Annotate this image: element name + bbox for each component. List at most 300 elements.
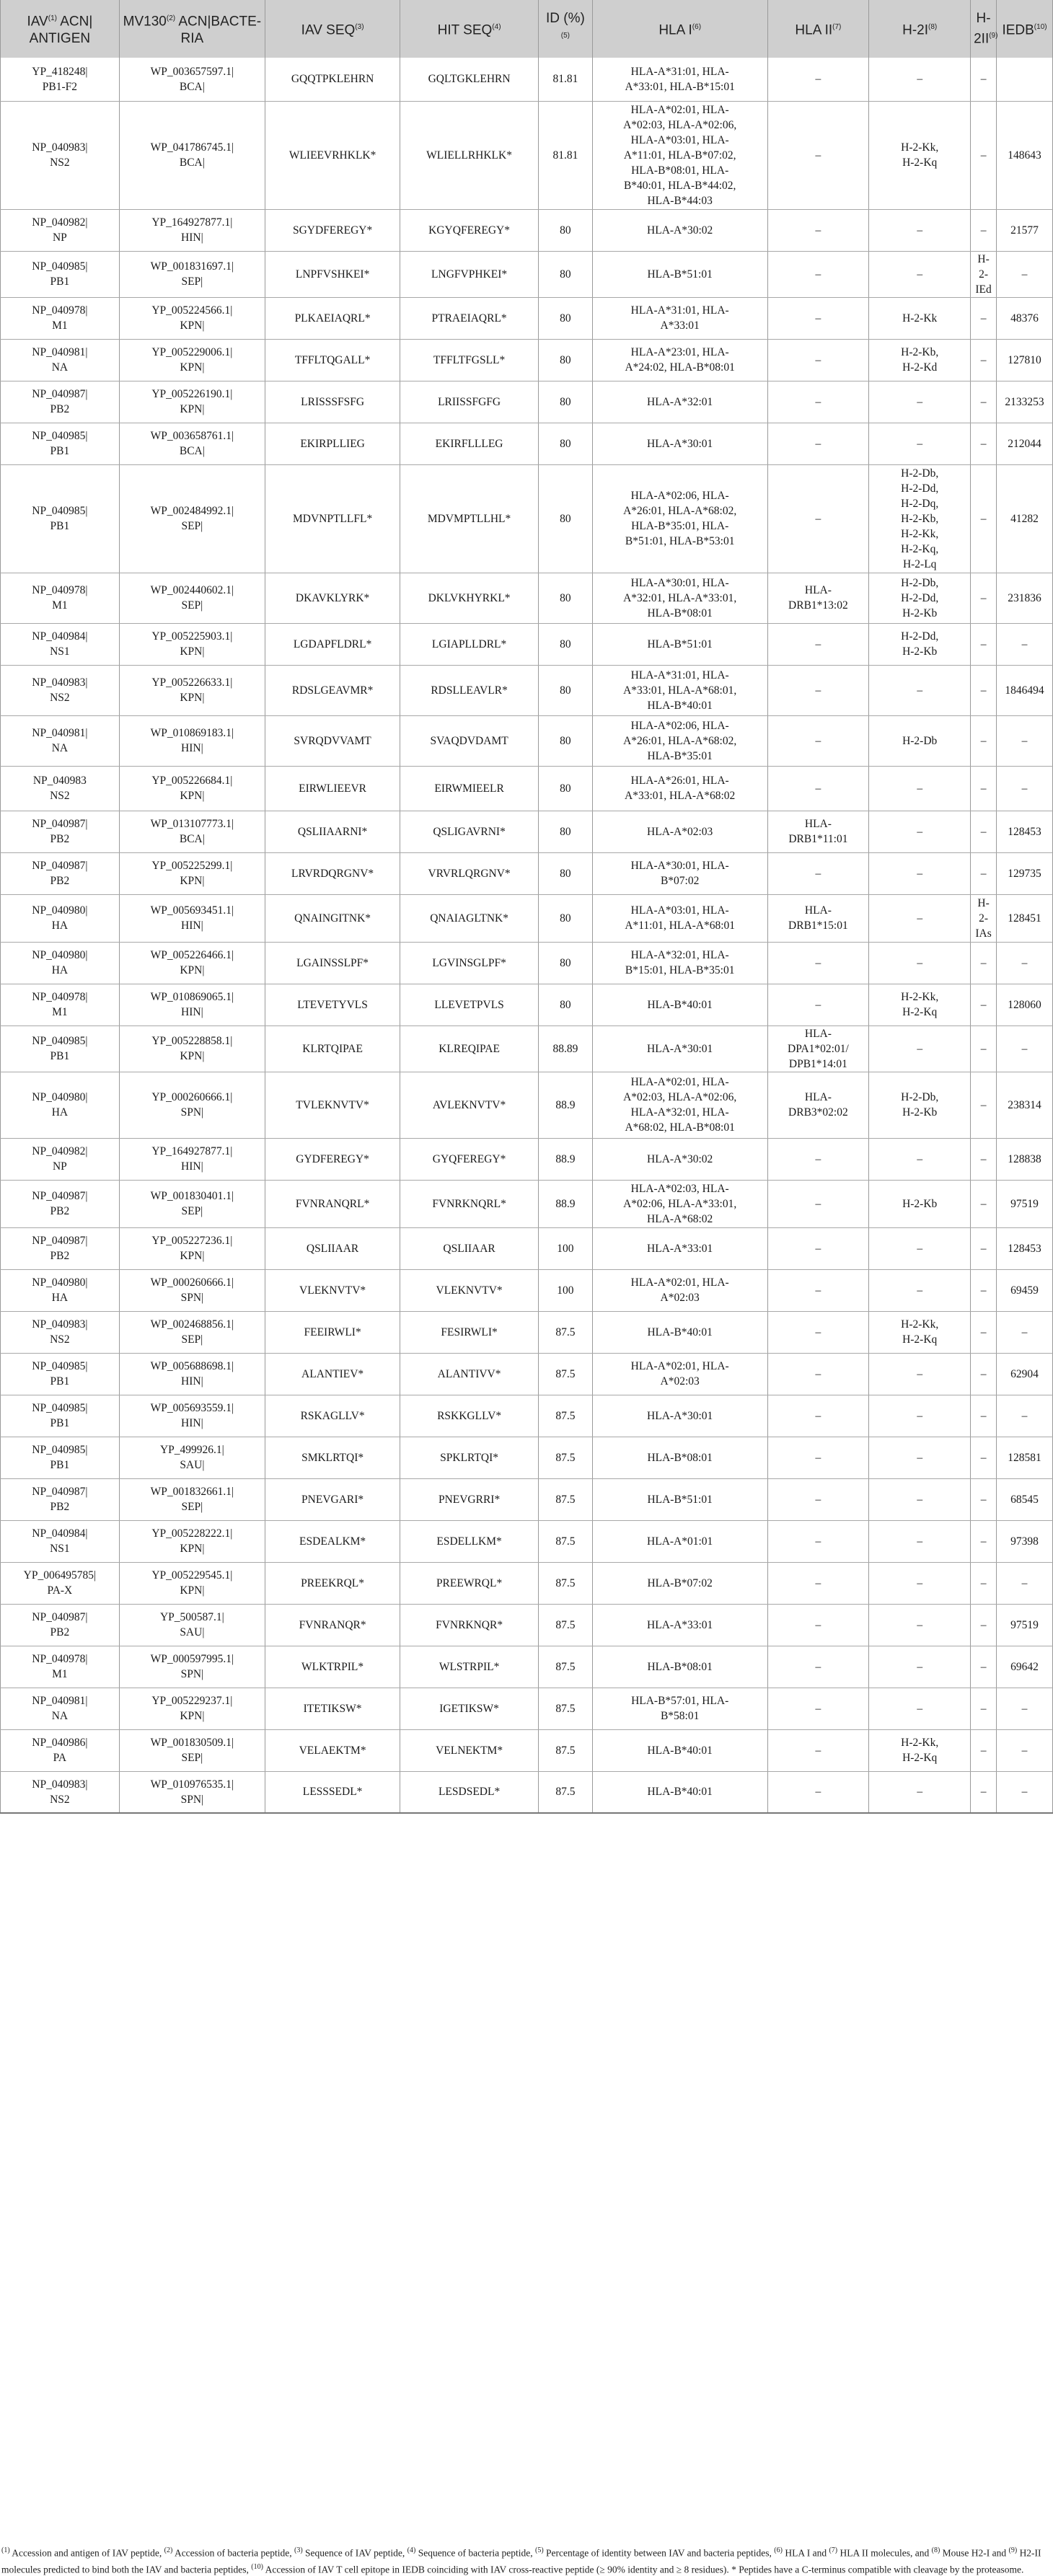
h-2i-cell: H-2-Kk <box>869 297 971 339</box>
footnote-text: Accession of bacteria peptide, <box>172 2547 294 2559</box>
iedb-cell: 41282 <box>997 464 1053 573</box>
iedb-cell: 212044 <box>997 423 1053 464</box>
bacteria-accession-cell: WP_013107773.1| BCA| <box>119 811 265 852</box>
h-2i-cell: – <box>869 1771 971 1813</box>
iav-sequence-cell: PNEVGARI* <box>265 1478 400 1520</box>
identity-cell: 80 <box>538 623 592 665</box>
iav-sequence-cell: RSKAGLLV* <box>265 1395 400 1437</box>
iav-accession-cell: NP_040980| HA <box>1 942 120 984</box>
bacteria-accession-cell: WP_003657597.1| BCA| <box>119 58 265 101</box>
bacteria-accession-cell: WP_002440602.1| SEP| <box>119 573 265 623</box>
h-2i-cell: H-2-Kk, H-2-Kq <box>869 101 971 209</box>
hla-ii-cell: – <box>767 942 869 984</box>
h-2i-cell: H-2-Db, H-2-Kb <box>869 1072 971 1138</box>
hit-sequence-cell: PTRAEIAQRL* <box>400 297 539 339</box>
identity-cell: 80 <box>538 297 592 339</box>
hit-sequence-cell: LGIAPLLDRL* <box>400 623 539 665</box>
iav-accession-cell: NP_040987| PB2 <box>1 811 120 852</box>
hit-sequence-cell: SPKLRTQI* <box>400 1437 539 1478</box>
column-header-text: MV130 <box>123 14 167 30</box>
hla-i-cell: HLA-B*40:01 <box>592 1729 767 1771</box>
bacteria-accession-cell: WP_005688698.1| HIN| <box>119 1353 265 1395</box>
h-2ii-cell: – <box>971 1025 997 1072</box>
footnote-text: H2-II molecules predicted to bind both the IAV and bacteria peptides, <box>1 2547 1041 2575</box>
footnote-ref: (6) <box>774 2546 783 2554</box>
iedb-cell: 21577 <box>997 209 1053 251</box>
column-header-footnote-ref: (4) <box>492 22 501 31</box>
hla-ii-cell: HLA- DPA1*02:01/ DPB1*14:01 <box>767 1025 869 1072</box>
h-2i-cell: H-2-Kk, H-2-Kq <box>869 1729 971 1771</box>
hla-i-cell: HLA-A*31:01, HLA- A*33:01 <box>592 297 767 339</box>
iedb-cell: 128453 <box>997 811 1053 852</box>
identity-cell: 80 <box>538 381 592 423</box>
h-2i-cell: – <box>869 1395 971 1437</box>
iedb-cell: 128060 <box>997 984 1053 1025</box>
identity-cell: 80 <box>538 894 592 942</box>
h-2ii-cell: – <box>971 573 997 623</box>
bacteria-accession-cell: YP_005225299.1| KPN| <box>119 852 265 894</box>
iedb-cell: 62904 <box>997 1353 1053 1395</box>
iav-accession-cell: NP_040987| PB2 <box>1 381 120 423</box>
column-header-text: HIT SEQ <box>437 22 493 38</box>
hit-sequence-cell: SVAQDVDAMT <box>400 715 539 766</box>
footnote-ref: (9) <box>1008 2546 1018 2554</box>
hla-i-cell: HLA-A*32:01, HLA- B*15:01, HLA-B*35:01 <box>592 942 767 984</box>
hla-i-cell: HLA-A*30:01 <box>592 423 767 464</box>
table-row <box>1 251 1053 297</box>
identity-cell: 80 <box>538 984 592 1025</box>
table-row <box>1 573 1053 623</box>
iav-sequence-cell: TVLEKNVTV* <box>265 1072 400 1138</box>
h-2i-cell: – <box>869 1562 971 1604</box>
identity-cell: 87.5 <box>538 1688 592 1729</box>
hit-sequence-cell: RSKKGLLV* <box>400 1395 539 1437</box>
hit-sequence-cell: QSLIIAAR <box>400 1227 539 1269</box>
hla-ii-cell: HLA- DRB1*13:02 <box>767 573 869 623</box>
table-row <box>1 1072 1053 1138</box>
hla-ii-cell: – <box>767 623 869 665</box>
h-2i-cell: – <box>869 1353 971 1395</box>
hla-i-cell: HLA-A*30:02 <box>592 209 767 251</box>
h-2i-cell: H-2-Db, H-2-Dd, H-2-Dq, H-2-Kb, H-2-Kk, H-2-Kq, H-2-Lq <box>869 464 971 573</box>
iedb-cell: 128451 <box>997 894 1053 942</box>
hit-sequence-cell: LLEVETPVLS <box>400 984 539 1025</box>
iedb-cell: – <box>997 1311 1053 1353</box>
bacteria-accession-cell: WP_000597995.1| SPN| <box>119 1646 265 1688</box>
table-row <box>1 1646 1053 1688</box>
iav-sequence-cell: PLKAEIAQRL* <box>265 297 400 339</box>
iav-sequence-cell: ALANTIEV* <box>265 1353 400 1395</box>
footnote-text: Accession and antigen of IAV peptide, <box>9 2547 164 2559</box>
iav-sequence-cell: EIRWLIEEVR <box>265 766 400 811</box>
hit-sequence-cell: TFFLTFGSLL* <box>400 339 539 381</box>
h-2i-cell: – <box>869 1227 971 1269</box>
bacteria-accession-cell: WP_005226466.1| KPN| <box>119 942 265 984</box>
identity-cell: 87.5 <box>538 1646 592 1688</box>
bacteria-accession-cell: WP_001831697.1| SEP| <box>119 251 265 297</box>
iav-sequence-cell: FEEIRWLI* <box>265 1311 400 1353</box>
iav-sequence-cell: GYDFEREGY* <box>265 1138 400 1180</box>
h-2i-cell: – <box>869 251 971 297</box>
bacteria-accession-cell: WP_001832661.1| SEP| <box>119 1478 265 1520</box>
hla-ii-cell: – <box>767 1138 869 1180</box>
column-header-text-rest: ACN|BACTE-RIA <box>175 14 262 47</box>
identity-cell: 100 <box>538 1227 592 1269</box>
h-2i-cell: – <box>869 665 971 715</box>
h-2ii-cell: – <box>971 984 997 1025</box>
bacteria-accession-cell: WP_010869065.1| HIN| <box>119 984 265 1025</box>
iav-accession-cell: NP_040986| PA <box>1 1729 120 1771</box>
hit-sequence-cell: GYQFEREGY* <box>400 1138 539 1180</box>
hla-i-cell: HLA-A*31:01, HLA- A*33:01, HLA-B*15:01 <box>592 58 767 101</box>
iav-accession-cell: NP_040984| NS1 <box>1 1520 120 1562</box>
hla-i-cell: HLA-B*51:01 <box>592 1478 767 1520</box>
iedb-cell: 127810 <box>997 339 1053 381</box>
iedb-cell: 231836 <box>997 573 1053 623</box>
column-header-text: HLA I <box>658 22 692 38</box>
h-2i-cell: – <box>869 1025 971 1072</box>
bacteria-accession-cell: YP_005229237.1| KPN| <box>119 1688 265 1729</box>
h-2ii-cell: – <box>971 1478 997 1520</box>
iedb-cell: 69459 <box>997 1269 1053 1311</box>
table-row <box>1 1729 1053 1771</box>
hla-i-cell: HLA-A*02:01, HLA- A*02:03, HLA-A*02:06, HLA-A*03:01, HLA- A*11:01, HLA-B*07:02, HLA-B*08:01, HLA- B*40:01, HLA-B*44:02, HLA-B*44:03 <box>592 101 767 209</box>
hla-i-cell: HLA-A*30:01 <box>592 1025 767 1072</box>
iav-sequence-cell: GQQTPKLEHRN <box>265 58 400 101</box>
bacteria-accession-cell: YP_164927877.1| HIN| <box>119 209 265 251</box>
h-2i-cell: H-2-Kk, H-2-Kq <box>869 984 971 1025</box>
h-2i-cell: – <box>869 942 971 984</box>
column-header-text: ID (%) <box>545 10 585 26</box>
hla-ii-cell: – <box>767 1729 869 1771</box>
table-row <box>1 1227 1053 1269</box>
h-2ii-cell: – <box>971 852 997 894</box>
identity-cell: 80 <box>538 423 592 464</box>
hit-sequence-cell: PNEVGRRI* <box>400 1478 539 1520</box>
h-2ii-cell: – <box>971 423 997 464</box>
identity-cell: 88.9 <box>538 1180 592 1227</box>
identity-cell: 81.81 <box>538 58 592 101</box>
bacteria-accession-cell: WP_005693451.1| HIN| <box>119 894 265 942</box>
iedb-cell: 97398 <box>997 1520 1053 1562</box>
h-2i-cell: – <box>869 209 971 251</box>
h-2ii-cell: – <box>971 297 997 339</box>
footnote-ref: (3) <box>294 2546 303 2554</box>
h-2i-cell: – <box>869 1269 971 1311</box>
hla-i-cell: HLA-A*02:01, HLA- A*02:03 <box>592 1353 767 1395</box>
table-row <box>1 942 1053 984</box>
identity-cell: 80 <box>538 766 592 811</box>
hla-ii-cell: – <box>767 852 869 894</box>
h-2i-cell: – <box>869 1646 971 1688</box>
iav-accession-cell: NP_040983| NS2 <box>1 1311 120 1353</box>
bacteria-accession-cell: YP_005226684.1| KPN| <box>119 766 265 811</box>
identity-cell: 87.5 <box>538 1604 592 1646</box>
footnote-ref: (7) <box>829 2546 838 2554</box>
footnote-ref: (8) <box>931 2546 940 2554</box>
column-header-footnote-ref: (7) <box>832 22 842 31</box>
iav-sequence-cell: PREEKRQL* <box>265 1562 400 1604</box>
iedb-cell: 148643 <box>997 101 1053 209</box>
bacteria-accession-cell: YP_005224566.1| KPN| <box>119 297 265 339</box>
h-2ii-cell: – <box>971 1520 997 1562</box>
hla-i-cell: HLA-A*03:01, HLA- A*11:01, HLA-A*68:01 <box>592 894 767 942</box>
column-header-h-2i <box>869 0 971 58</box>
hla-i-cell: HLA-A*01:01 <box>592 1520 767 1562</box>
h-2ii-cell: – <box>971 1353 997 1395</box>
identity-cell: 88.89 <box>538 1025 592 1072</box>
iedb-cell: – <box>997 1395 1053 1437</box>
hla-i-cell: HLA-B*40:01 <box>592 1311 767 1353</box>
hla-i-cell: HLA-A*32:01 <box>592 381 767 423</box>
iav-accession-cell: NP_040987| PB2 <box>1 1478 120 1520</box>
hit-sequence-cell: GQLTGKLEHRN <box>400 58 539 101</box>
h-2i-cell: – <box>869 1520 971 1562</box>
h-2i-cell: – <box>869 423 971 464</box>
hit-sequence-cell: KLREQIPAE <box>400 1025 539 1072</box>
h-2i-cell: – <box>869 1688 971 1729</box>
table-row <box>1 297 1053 339</box>
iav-accession-cell: NP_040981| NA <box>1 715 120 766</box>
table-row <box>1 101 1053 209</box>
bacteria-accession-cell: WP_010869183.1| HIN| <box>119 715 265 766</box>
hla-ii-cell: HLA- DRB1*11:01 <box>767 811 869 852</box>
iav-sequence-cell: ITETIKSW* <box>265 1688 400 1729</box>
footnote-text: HLA II molecules, and <box>837 2547 932 2559</box>
header-row <box>1 0 1053 58</box>
column-header-footnote-ref: (1) <box>48 14 57 22</box>
iav-accession-cell: NP_040987| PB2 <box>1 1227 120 1269</box>
identity-cell: 87.5 <box>538 1729 592 1771</box>
hla-ii-cell: – <box>767 1311 869 1353</box>
column-header-footnote-ref: (10) <box>1034 22 1047 31</box>
h-2ii-cell: – <box>971 1646 997 1688</box>
table-row <box>1 464 1053 573</box>
hla-ii-cell: – <box>767 1520 869 1562</box>
hit-sequence-cell: ESDELLKM* <box>400 1520 539 1562</box>
bacteria-accession-cell: YP_005228858.1| KPN| <box>119 1025 265 1072</box>
iav-sequence-cell: LTEVETYVLS <box>265 984 400 1025</box>
h-2i-cell: H-2-Kk, H-2-Kq <box>869 1311 971 1353</box>
column-header-footnote-ref: (2) <box>166 14 176 22</box>
column-header-text: H-2II <box>974 10 991 47</box>
iav-sequence-cell: SMKLRTQI* <box>265 1437 400 1478</box>
iedb-cell <box>997 58 1053 101</box>
column-header-footnote-ref: (6) <box>692 22 702 31</box>
hla-ii-cell: – <box>767 1180 869 1227</box>
h-2i-cell: H-2-Db, H-2-Dd, H-2-Kb <box>869 573 971 623</box>
h-2i-cell: H-2-Kb, H-2-Kd <box>869 339 971 381</box>
iav-sequence-cell: SVRQDVVAMT <box>265 715 400 766</box>
table-row <box>1 1269 1053 1311</box>
hla-ii-cell: – <box>767 1771 869 1813</box>
hla-ii-cell: – <box>767 101 869 209</box>
iav-accession-cell: NP_040978| M1 <box>1 297 120 339</box>
hit-sequence-cell: VRVRLQRGNV* <box>400 852 539 894</box>
identity-cell: 87.5 <box>538 1771 592 1813</box>
footnote-text: Mouse H2-I and <box>940 2547 1009 2559</box>
iav-sequence-cell: KLRTQIPAE <box>265 1025 400 1072</box>
iav-sequence-cell: QNAINGITNK* <box>265 894 400 942</box>
table-row <box>1 623 1053 665</box>
h-2i-cell: – <box>869 811 971 852</box>
hla-ii-cell: – <box>767 381 869 423</box>
column-header-text-rest: ACN| ANTIGEN <box>29 14 93 47</box>
iav-accession-cell: NP_040980| HA <box>1 1072 120 1138</box>
bacteria-accession-cell: WP_002484992.1| SEP| <box>119 464 265 573</box>
iedb-cell: – <box>997 251 1053 297</box>
h-2ii-cell: – <box>971 1072 997 1138</box>
hit-sequence-cell: QNAIAGLTNK* <box>400 894 539 942</box>
hla-i-cell: HLA-A*02:03, HLA- A*02:06, HLA-A*33:01, HLA-A*68:02 <box>592 1180 767 1227</box>
table-footnote <box>0 2544 1053 2576</box>
hla-ii-cell: – <box>767 1227 869 1269</box>
identity-cell: 87.5 <box>538 1520 592 1562</box>
table-row <box>1 339 1053 381</box>
iav-accession-cell: NP_040980| HA <box>1 1269 120 1311</box>
iedb-cell: 97519 <box>997 1180 1053 1227</box>
iedb-cell: – <box>997 1688 1053 1729</box>
hit-sequence-cell: RDSLLEAVLR* <box>400 665 539 715</box>
footnote-text: Sequence of bacteria peptide, <box>415 2547 535 2559</box>
iedb-cell: 69642 <box>997 1646 1053 1688</box>
h-2ii-cell: – <box>971 715 997 766</box>
iedb-cell: 1846494 <box>997 665 1053 715</box>
h-2ii-cell: H- 2-IAs <box>971 894 997 942</box>
hla-i-cell: HLA-A*02:01, HLA- A*02:03 <box>592 1269 767 1311</box>
column-header-text: H-2I <box>902 22 929 38</box>
iav-accession-cell: NP_040982| NP <box>1 209 120 251</box>
h-2ii-cell: H- 2-IEd <box>971 251 997 297</box>
iav-accession-cell: NP_040984| NS1 <box>1 623 120 665</box>
table-row <box>1 1478 1053 1520</box>
iav-sequence-cell: LNPFVSHKEI* <box>265 251 400 297</box>
h-2ii-cell: – <box>971 811 997 852</box>
h-2i-cell: H-2-Dd, H-2-Kb <box>869 623 971 665</box>
identity-cell: 88.9 <box>538 1138 592 1180</box>
h-2ii-cell: – <box>971 209 997 251</box>
h-2ii-cell: – <box>971 101 997 209</box>
hla-i-cell: HLA-A*02:03 <box>592 811 767 852</box>
bacteria-accession-cell: YP_499926.1| SAU| <box>119 1437 265 1478</box>
table-row <box>1 984 1053 1025</box>
hla-ii-cell: HLA- DRB3*02:02 <box>767 1072 869 1138</box>
identity-cell: 87.5 <box>538 1353 592 1395</box>
iav-sequence-cell: RDSLGEAVMR* <box>265 665 400 715</box>
iav-sequence-cell: QSLIIAARNI* <box>265 811 400 852</box>
bacteria-accession-cell: WP_001830401.1| SEP| <box>119 1180 265 1227</box>
table-row <box>1 665 1053 715</box>
bacteria-accession-cell: YP_000260666.1| SPN| <box>119 1072 265 1138</box>
hit-sequence-cell: LRIISSFGFG <box>400 381 539 423</box>
identity-cell: 87.5 <box>538 1437 592 1478</box>
identity-cell: 87.5 <box>538 1478 592 1520</box>
hla-i-cell: HLA-B*08:01 <box>592 1646 767 1688</box>
table-row <box>1 1353 1053 1395</box>
iedb-cell: – <box>997 942 1053 984</box>
hit-sequence-cell: FVNRKNQR* <box>400 1604 539 1646</box>
identity-cell: 80 <box>538 339 592 381</box>
h-2ii-cell: – <box>971 381 997 423</box>
hit-sequence-cell: AVLEKNVTV* <box>400 1072 539 1138</box>
column-header-iedb <box>997 0 1053 58</box>
h-2ii-cell: – <box>971 623 997 665</box>
hit-sequence-cell: PREEWRQL* <box>400 1562 539 1604</box>
iedb-cell: 48376 <box>997 297 1053 339</box>
h-2i-cell: – <box>869 381 971 423</box>
iav-accession-cell: NP_040983 NS2 <box>1 766 120 811</box>
iav-sequence-cell: QSLIIAAR <box>265 1227 400 1269</box>
iav-accession-cell: YP_418248| PB1-F2 <box>1 58 120 101</box>
iav-accession-cell: NP_040987| PB2 <box>1 852 120 894</box>
iav-sequence-cell: EKIRPLLIEG <box>265 423 400 464</box>
column-header-footnote-ref: (3) <box>355 22 364 31</box>
hla-i-cell: HLA-A*30:01 <box>592 1395 767 1437</box>
iav-sequence-cell: ESDEALKM* <box>265 1520 400 1562</box>
iav-accession-cell: NP_040985| PB1 <box>1 1437 120 1478</box>
column-header-text: IAV <box>27 14 48 30</box>
column-header-text: HLA II <box>795 22 833 38</box>
footnote-ref: (4) <box>407 2546 416 2554</box>
bacteria-accession-cell: WP_041786745.1| BCA| <box>119 101 265 209</box>
bacteria-accession-cell: YP_005226190.1| KPN| <box>119 381 265 423</box>
h-2i-cell: H-2-Db <box>869 715 971 766</box>
iav-sequence-cell: SGYDFEREGY* <box>265 209 400 251</box>
hla-ii-cell: – <box>767 297 869 339</box>
identity-cell: 87.5 <box>538 1311 592 1353</box>
iav-accession-cell: NP_040985| PB1 <box>1 1395 120 1437</box>
column-header-text: IAV SEQ <box>301 22 356 38</box>
table-row <box>1 1395 1053 1437</box>
table-row <box>1 811 1053 852</box>
h-2ii-cell: – <box>971 1729 997 1771</box>
footnote-ref: (5) <box>534 2546 544 2554</box>
h-2ii-cell: – <box>971 1269 997 1311</box>
h-2ii-cell: – <box>971 1227 997 1269</box>
footnote-text: HLA I and <box>782 2547 829 2559</box>
hla-i-cell: HLA-A*30:01, HLA- A*32:01, HLA-A*33:01, HLA-B*08:01 <box>592 573 767 623</box>
h-2i-cell: – <box>869 1478 971 1520</box>
table-row <box>1 894 1053 942</box>
identity-cell: 80 <box>538 715 592 766</box>
h-2ii-cell: – <box>971 766 997 811</box>
hla-ii-cell: – <box>767 423 869 464</box>
iedb-cell: 129735 <box>997 852 1053 894</box>
iav-accession-cell: NP_040982| NP <box>1 1138 120 1180</box>
identity-cell: 88.9 <box>538 1072 592 1138</box>
h-2ii-cell: – <box>971 464 997 573</box>
table-row <box>1 58 1053 101</box>
h-2i-cell: – <box>869 1604 971 1646</box>
table-row <box>1 1604 1053 1646</box>
bacteria-accession-cell: WP_005693559.1| HIN| <box>119 1395 265 1437</box>
column-header-footnote-ref: (9) <box>989 31 998 40</box>
footnote-text: Sequence of IAV peptide, <box>302 2547 407 2559</box>
hla-ii-cell: – <box>767 339 869 381</box>
hla-ii-cell: – <box>767 251 869 297</box>
hla-i-cell: HLA-A*02:06, HLA- A*26:01, HLA-A*68:02, HLA-B*35:01, HLA- B*51:01, HLA-B*53:01 <box>592 464 767 573</box>
hla-ii-cell: – <box>767 58 869 101</box>
identity-cell: 80 <box>538 942 592 984</box>
identity-cell: 87.5 <box>538 1395 592 1437</box>
hit-sequence-cell: VELNEKTM* <box>400 1729 539 1771</box>
iav-sequence-cell: VELAEKTM* <box>265 1729 400 1771</box>
hla-ii-cell: – <box>767 1562 869 1604</box>
iedb-cell: 128453 <box>997 1227 1053 1269</box>
column-header-iav-seq <box>265 0 400 58</box>
bacteria-accession-cell: WP_001830509.1| SEP| <box>119 1729 265 1771</box>
hla-i-cell: HLA-B*40:01 <box>592 984 767 1025</box>
